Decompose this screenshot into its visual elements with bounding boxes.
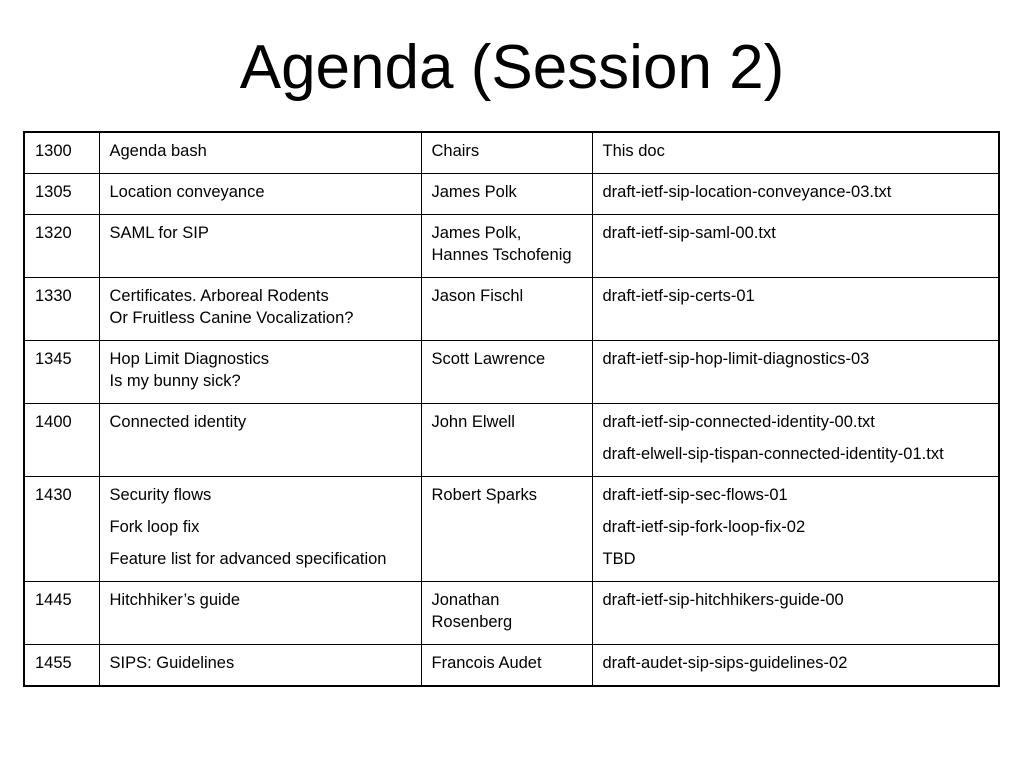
topic-cell: Security flows Fork loop fix Feature list for advanced specification [99, 477, 421, 582]
topic-cell: Location conveyance [99, 174, 421, 215]
topic-cell: SAML for SIP [99, 215, 421, 278]
topic-cell: Hop Limit Diagnostics Is my bunny sick? [99, 341, 421, 404]
draft-cell: draft-ietf-sip-certs-01 [592, 278, 999, 341]
time-cell: 1400 [24, 404, 99, 477]
table-row [24, 174, 999, 215]
table-row [24, 278, 999, 341]
topic-cell: SIPS: Guidelines [99, 645, 421, 687]
draft-cell: draft-ietf-sip-location-conveyance-03.txt [592, 174, 999, 215]
table-row [24, 645, 999, 687]
time-cell: 1305 [24, 174, 99, 215]
topic-cell: Agenda bash [99, 132, 421, 174]
draft-cell: draft-ietf-sip-hop-limit-diagnostics-03 [592, 341, 999, 404]
time-cell: 1300 [24, 132, 99, 174]
presenter-cell: John Elwell [421, 404, 592, 477]
time-cell: 1455 [24, 645, 99, 687]
table-row [24, 477, 999, 582]
draft-cell: draft-ietf-sip-saml-00.txt [592, 215, 999, 278]
time-cell: 1345 [24, 341, 99, 404]
presenter-cell: Jonathan Rosenberg [421, 582, 592, 645]
presenter-cell: Robert Sparks [421, 477, 592, 582]
table-row [24, 132, 999, 174]
slide-title: Agenda (Session 2) [239, 33, 785, 102]
time-cell: 1430 [24, 477, 99, 582]
table-row [24, 404, 999, 477]
presenter-cell: Francois Audet [421, 645, 592, 687]
presenter-cell: Scott Lawrence [421, 341, 592, 404]
draft-cell: draft-ietf-sip-connected-identity-00.txt draft-elwell-sip-tispan-connected-identity-01.txt [592, 404, 999, 477]
topic-cell: Connected identity [99, 404, 421, 477]
topic-cell: Hitchhiker’s guide [99, 582, 421, 645]
time-cell: 1445 [24, 582, 99, 645]
presenter-cell: James Polk, Hannes Tschofenig [421, 215, 592, 278]
draft-cell: draft-ietf-sip-sec-flows-01 draft-ietf-sip-fork-loop-fix-02 TBD [592, 477, 999, 582]
agenda-table-body [24, 132, 999, 686]
draft-cell: This doc [592, 132, 999, 174]
table-row [24, 582, 999, 645]
time-cell: 1330 [24, 278, 99, 341]
table-row [24, 341, 999, 404]
time-cell: 1320 [24, 215, 99, 278]
presenter-cell: Chairs [421, 132, 592, 174]
draft-cell: draft-ietf-sip-hitchhikers-guide-00 [592, 582, 999, 645]
presenter-cell: Jason Fischl [421, 278, 592, 341]
presenter-cell: James Polk [421, 174, 592, 215]
topic-cell: Certificates. Arboreal Rodents Or Fruitless Canine Vocalization? [99, 278, 421, 341]
table-row [24, 215, 999, 278]
draft-cell: draft-audet-sip-sips-guidelines-02 [592, 645, 999, 687]
agenda-table [23, 131, 1000, 687]
